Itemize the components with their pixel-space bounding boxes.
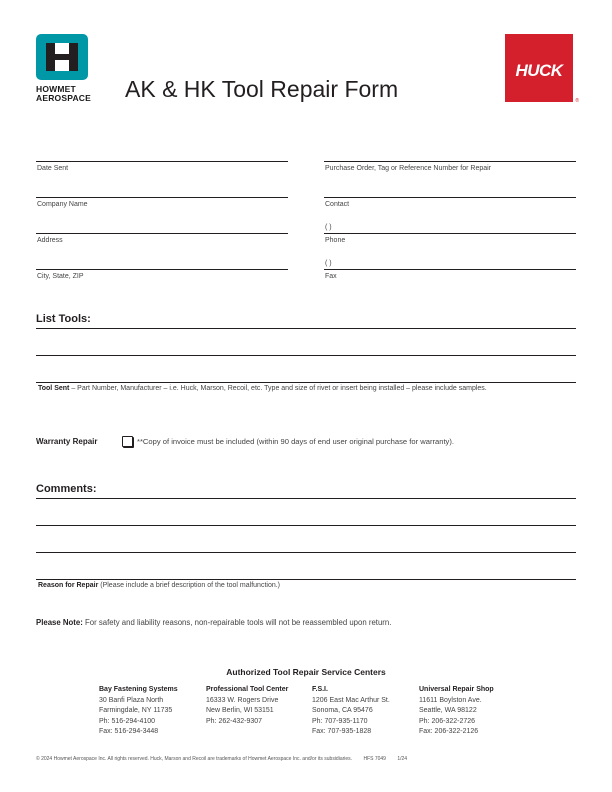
tool-sent-label: Tool Sent bbox=[38, 385, 70, 392]
center-city-line: Seattle, WA 98122 bbox=[419, 707, 477, 715]
contact-field[interactable] bbox=[324, 197, 576, 198]
center-name: Universal Repair Shop bbox=[419, 686, 494, 693]
footer-date: 1/24 bbox=[397, 756, 408, 762]
service-centers-title: Authorized Tool Repair Service Centers bbox=[226, 667, 386, 677]
center-name: Bay Fastening Systems bbox=[99, 686, 178, 693]
city-state-zip-label: City, State, ZIP bbox=[37, 273, 84, 280]
reason-for-repair-text: (Please include a brief description of the tool malfunction.) bbox=[98, 582, 281, 589]
center-address-line: 1206 East Mac Arthur St. bbox=[312, 696, 390, 704]
city-state-zip-field[interactable] bbox=[36, 269, 288, 270]
center-phone: Ph: 707-935-1170 bbox=[312, 717, 368, 725]
huck-logo bbox=[505, 34, 579, 104]
fax-field[interactable] bbox=[324, 269, 576, 270]
fax-area-code: ( ) bbox=[325, 260, 332, 267]
howmet-wordmark-1: HOWMET bbox=[36, 84, 76, 94]
footer-copyright: © 2024 Howmet Aerospace Inc. All rights reserved. Huck, Marson and Recoil are trademarks of Howmet Aerospace Inc. and/or its subsidiaries. bbox=[36, 756, 353, 762]
service-center-universal-repair bbox=[419, 685, 494, 738]
purchase-order-field[interactable] bbox=[324, 161, 576, 162]
reason-for-repair-note bbox=[38, 582, 280, 589]
center-phone: Ph: 516-294-4100 bbox=[99, 717, 156, 725]
comments-line-4[interactable] bbox=[36, 579, 576, 580]
contact-label: Contact bbox=[325, 201, 350, 208]
comments-line-3[interactable] bbox=[36, 552, 576, 553]
registered-mark: ® bbox=[575, 98, 579, 104]
please-note-text: For safety and liability reasons, non-repairable tools will not be reassembled upon return. bbox=[82, 618, 392, 627]
company-name-label: Company Name bbox=[37, 201, 88, 208]
center-fax: Fax: 707-935-1828 bbox=[312, 728, 372, 736]
howmet-h-icon bbox=[36, 34, 88, 80]
service-center-bay-fastening bbox=[99, 685, 178, 738]
phone-field[interactable] bbox=[324, 233, 576, 234]
service-center-professional-tool bbox=[206, 685, 288, 727]
date-sent-field[interactable] bbox=[36, 161, 288, 162]
list-tools-line-1[interactable] bbox=[36, 328, 576, 329]
list-tools-heading: List Tools: bbox=[36, 313, 91, 325]
please-note bbox=[36, 618, 391, 627]
tool-sent-note bbox=[38, 385, 487, 392]
phone-area-code: ( ) bbox=[325, 224, 332, 231]
warranty-repair-label: Warranty Repair bbox=[36, 437, 98, 446]
phone-label: Phone bbox=[325, 237, 346, 244]
address-label: Address bbox=[37, 237, 63, 244]
center-name: F.S.I. bbox=[312, 686, 328, 693]
purchase-order-label: Purchase Order, Tag or Reference Number for Repair bbox=[325, 165, 492, 172]
list-tools-line-2[interactable] bbox=[36, 355, 576, 356]
tool-sent-text: – Part Number, Manufacturer – i.e. Huck, Marson, Recoil, etc. Type and size of rivet or insert being installed – please include samples. bbox=[69, 385, 487, 392]
center-phone: Ph: 206-322-2726 bbox=[419, 717, 476, 725]
comments-line-1[interactable] bbox=[36, 498, 576, 499]
service-center-fsi bbox=[312, 685, 390, 738]
please-note-label: Please Note: bbox=[36, 618, 83, 627]
huck-wordmark: HUCK bbox=[515, 61, 563, 80]
warranty-text: **Copy of invoice must be included (within 90 days of end user original purchase for warranty). bbox=[137, 437, 454, 446]
center-address-line: 11611 Boylston Ave. bbox=[419, 696, 482, 704]
company-name-field[interactable] bbox=[36, 197, 288, 198]
center-phone: Ph: 262-432-9307 bbox=[206, 717, 263, 725]
center-address-line: 30 Banfi Plaza North bbox=[99, 696, 164, 704]
center-city-line: New Berlin, WI 53151 bbox=[206, 707, 274, 715]
footer-code: HFS 7049 bbox=[363, 756, 386, 762]
list-tools-line-3[interactable] bbox=[36, 382, 576, 383]
center-fax: Fax: 206-322-2126 bbox=[419, 728, 479, 736]
center-city-line: Farmingdale, NY 11735 bbox=[99, 707, 173, 715]
comments-line-2[interactable] bbox=[36, 525, 576, 526]
footer bbox=[36, 756, 417, 762]
center-city-line: Sonoma, CA 95476 bbox=[312, 707, 373, 715]
center-fax: Fax: 516-294-3448 bbox=[99, 728, 159, 736]
warranty-checkbox[interactable] bbox=[122, 436, 133, 447]
date-sent-label: Date Sent bbox=[37, 165, 69, 172]
address-field[interactable] bbox=[36, 233, 288, 234]
page-title: AK & HK Tool Repair Form bbox=[125, 76, 399, 102]
fax-label: Fax bbox=[325, 273, 337, 280]
howmet-wordmark-2: AEROSPACE bbox=[36, 93, 92, 103]
comments-heading: Comments: bbox=[36, 483, 97, 495]
howmet-logo bbox=[36, 34, 92, 103]
center-address-line: 16333 W. Rogers Drive bbox=[206, 696, 279, 704]
center-name: Professional Tool Center bbox=[206, 686, 289, 693]
reason-for-repair-label: Reason for Repair bbox=[38, 582, 99, 589]
